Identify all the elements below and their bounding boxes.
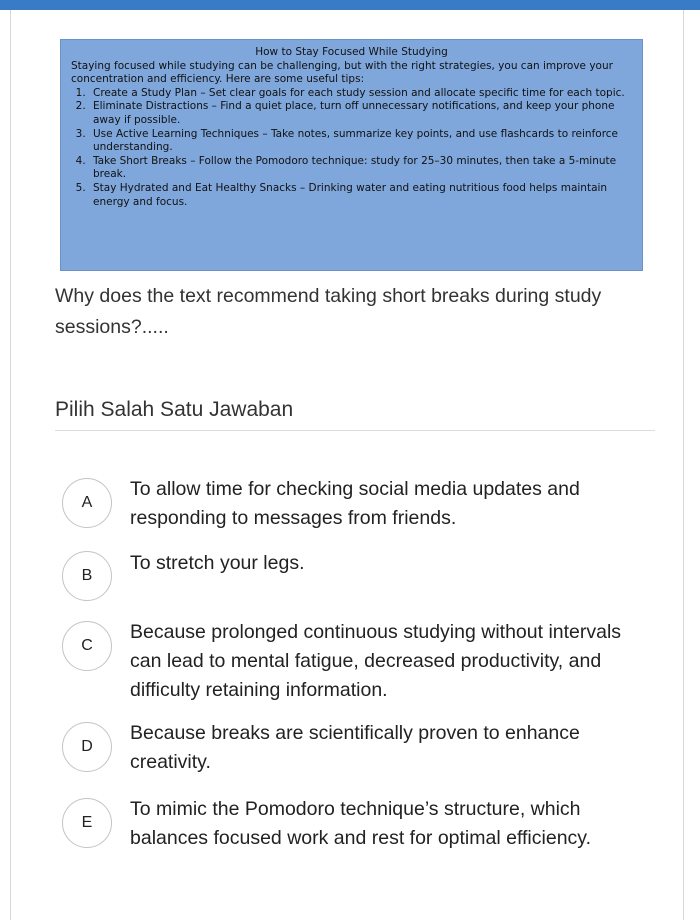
- tip-item: 5. Stay Hydrated and Eat Healthy Snacks – Drinking water and eating nutritious food helps maintain energy and focus.: [89, 182, 632, 209]
- option-letter-e[interactable]: E: [62, 798, 112, 848]
- option-letter-d[interactable]: D: [62, 722, 112, 772]
- tips-list: [71, 87, 632, 209]
- passage-intro: Staying focused while studying can be challenging, but with the right strategies, you can improve your concentration and efficiency. Here are some useful tips:: [71, 59, 613, 86]
- answer-instruction: Pilih Salah Satu Jawaban: [55, 398, 294, 421]
- tip-item: 2. Eliminate Distractions – Find a quiet place, turn off unnecessary notifications, and keep your phone away if possible.: [89, 100, 632, 127]
- reading-passage: [60, 39, 643, 271]
- option-text-b[interactable]: To stretch your legs.: [130, 552, 305, 574]
- option-text-a[interactable]: To allow time for checking social media updates and responding to messages from friends.: [130, 478, 580, 529]
- option-text-e[interactable]: To mimic the Pomodoro technique’s structure, which balances focused work and rest for optimal efficiency.: [130, 798, 592, 849]
- tip-item: 3. Use Active Learning Techniques – Take notes, summarize key points, and use flashcards to reinforce understanding.: [89, 128, 632, 155]
- tip-item: 1. Create a Study Plan – Set clear goals for each study session and allocate specific time for each topic.: [89, 87, 632, 101]
- question-text: Why does the text recommend taking short breaks during study sessions?.....: [55, 285, 602, 338]
- option-text-c[interactable]: Because prolonged continuous studying without intervals can lead to mental fatigue, decreased productivity, and difficulty retaining information.: [130, 621, 622, 701]
- option-letter-c[interactable]: C: [62, 621, 112, 671]
- option-letter-b[interactable]: B: [62, 551, 112, 601]
- divider: [55, 430, 655, 431]
- top-accent-bar: [0, 0, 700, 10]
- option-letter-a[interactable]: A: [62, 478, 112, 528]
- passage-title: How to Stay Focused While Studying: [255, 46, 448, 58]
- tip-item: 4. Take Short Breaks – Follow the Pomodoro technique: study for 25–30 minutes, then take a 5-minute break.: [89, 155, 632, 182]
- option-text-d[interactable]: Because breaks are scientifically proven to enhance creativity.: [130, 722, 580, 773]
